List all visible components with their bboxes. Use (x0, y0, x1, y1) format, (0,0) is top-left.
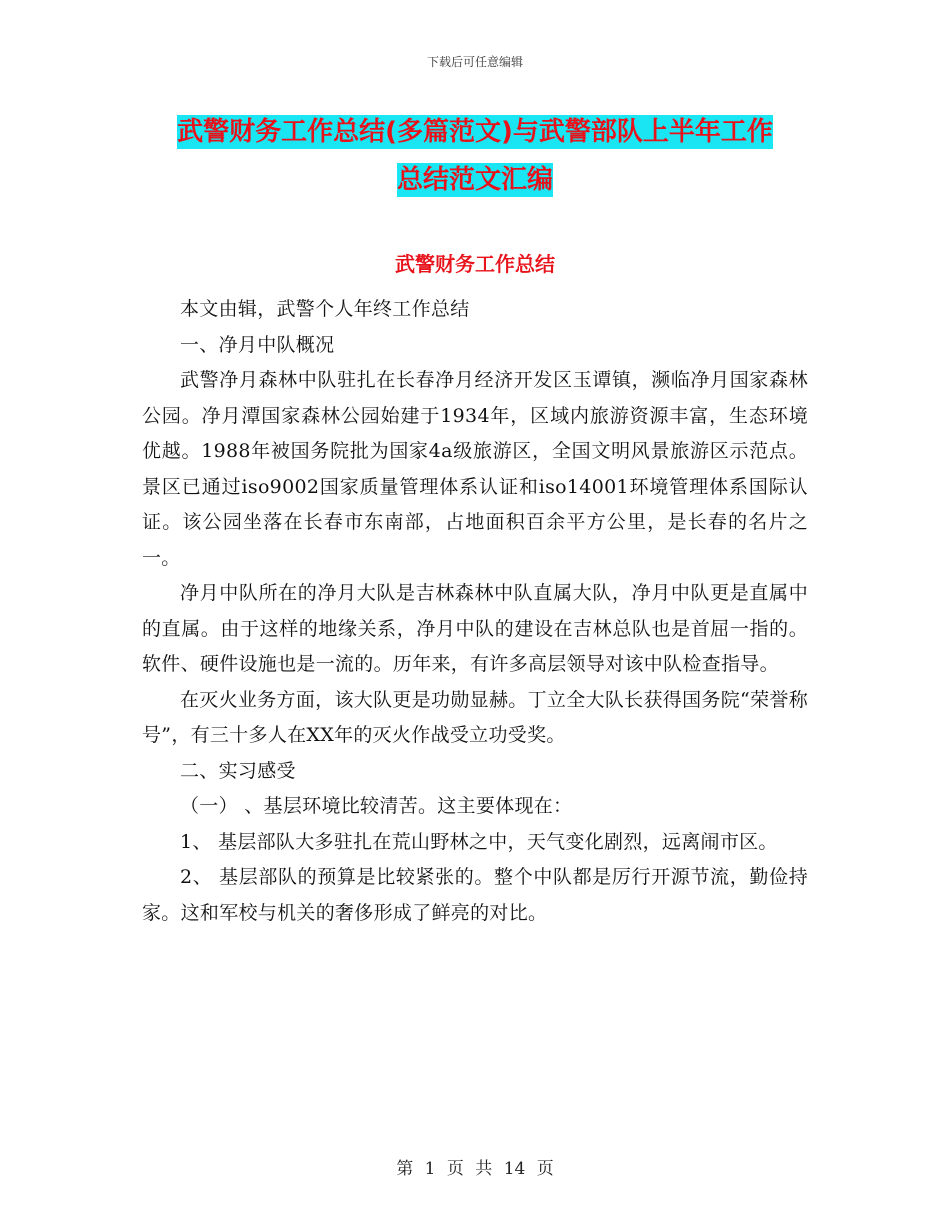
paragraph: （一） 、基层环境比较清苦。这主要体现在： (180, 795, 573, 817)
paragraph: 在灭火业务方面，该大队更是功勋显赫。丁立全大队长获得国务院“荣誉称号”，有三十多人在XX年的灭火作战受立功受奖。 (142, 688, 808, 746)
title-line-2: 总结范文汇编 (396, 165, 553, 195)
document-body (142, 292, 808, 931)
paragraph: 净月中队所在的净月大队是吉林森林中队直属大队，净月中队更是直属中的直属。由于这样的地缘关系，净月中队的建设在吉林总队也是首屈一指的。软件、硬件设施也是一流的。历年来，有许多高层领导对该中队检查指导。 (142, 582, 808, 675)
paragraph: 1、 基层部队大多驻扎在荒山野林之中，天气变化剧烈，远离闹市区。 (180, 830, 778, 853)
section-title: 武警财务工作总结 (395, 252, 555, 276)
document-title (140, 108, 810, 204)
paragraph: 本文由辑，武警个人年终工作总结 (180, 298, 470, 320)
header-note: 下载后可任意编辑 (426, 55, 523, 69)
paragraph: 一、净月中队概况 (180, 333, 335, 356)
paragraph: 二、实习感受 (180, 759, 296, 782)
title-line-1: 武警财务工作总结(多篇范文)与武警部队上半年工作 (177, 117, 773, 147)
paragraph: 2、 基层部队的预算是比较紧张的。整个中队都是厉行开源节流，勤俭持家。这和军校与机关的奢侈形成了鲜亮的对比。 (142, 866, 808, 924)
page-footer: 第 1 页 共 14 页 (396, 1159, 554, 1179)
paragraph: 武警净月森林中队驻扎在长春净月经济开发区玉谭镇，濒临净月国家森林公园。净月潭国家森林公园始建于1934年，区域内旅游资源丰富，生态环境优越。1988年被国务院批为国家4a级旅游区，全国文明风景旅游区示范点。景区已通过iso9002国家质量管理体系认证和iso14001环境管理体系国际认证。该公园坐落在长春市东南部，占地面积百余平方公里，是长春的名片之一。 (142, 369, 808, 569)
